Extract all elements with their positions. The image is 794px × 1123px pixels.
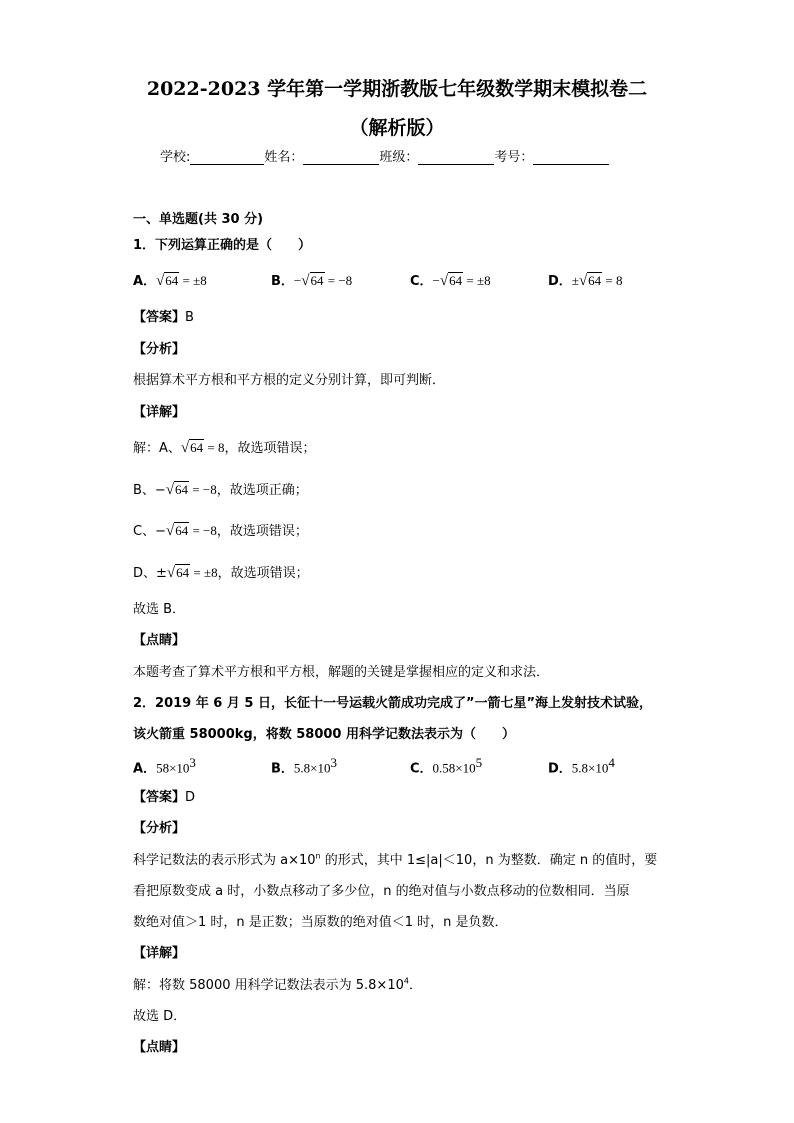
radical-d: √64 [578,273,602,289]
class-label: 班级： [379,150,419,165]
q1-conclusion: 故选 B． [133,602,186,617]
q2-detail: 解：将数 58000 用科学记数法表示为 $5.8\times 10^4$． [133,976,422,993]
school-field[interactable] [190,150,264,165]
q1-option-d: D．±√64 = 8 [548,273,623,289]
q1-detail-d: D、±√64 = ±8，故选项错误； [133,565,309,581]
q2-analysis-line3: 数绝对值＞1 时，n 是正数；当原数的绝对值＜1 时，n 是负数． [133,915,508,930]
name-field[interactable] [303,150,379,165]
q1-comment: 本题考查了算术平方根和平方根，解题的关键是掌握相应的定义和求法． [133,665,550,680]
q2-option-a: A．$58\times 10^3$ [133,755,196,777]
q2-stem-line1: 2．2019 年 6 月 5 日，长征十一号运载火箭成功完成了”一箭七星”海上发射技术试验， [133,696,653,711]
q2-analysis-tag: 【分析】 [133,821,186,836]
q2-option-b: B．$5.8\times 10^3$ [271,755,338,777]
q1-option-a: A．√64 = ±8 [133,273,207,289]
q2-answer: 【答案】D [133,790,196,805]
q2-option-c: C．$0.58\times 10^5$ [410,755,483,777]
radical-b: √64 [301,273,324,289]
student-info-row [160,146,609,165]
class-field[interactable] [418,150,494,165]
radical-c: √64 [439,273,463,289]
id-field[interactable] [533,150,609,165]
q1-option-b: B．−√64 = −8 [271,273,353,289]
q1-detail-a: 解：A、√64 = 8，故选项错误； [133,440,316,456]
name-label: 姓名： [264,150,304,165]
q2-detail-tag: 【详解】 [133,946,186,961]
q1-answer: 【答案】B [133,310,194,325]
q2-analysis-line2: 看把原数变成 a 时，小数点移动了多少位，n 的绝对值与小数点移动的位数相同．当原 [133,884,630,899]
q2-stem-line2: 该火箭重 58000kg，将数 58000 用科学记数法表示为（ ） [133,727,515,742]
q1-detail-tag: 【详解】 [133,405,186,420]
page-title: 2022-2023 学年第一学期浙教版七年级数学期末模拟卷二 [146,78,648,100]
q1-option-c: C．−√64 = ±8 [410,273,491,289]
q2-analysis-line1: 科学记数法的表示形式为 $a\times 10^n$ 的形式，其中 1≤|a|＜10，n 为整数．确定 n 的值时，要 [133,851,658,868]
q1-analysis-tag: 【分析】 [133,342,186,357]
radical-a: √64 [156,273,179,289]
q1-analysis: 根据算术平方根和平方根的定义分别计算，即可判断． [133,373,446,388]
q1-stem: 1．下列运算正确的是（ ） [133,238,312,253]
q2-conclusion: 故选 D． [133,1009,187,1024]
q1-detail-b: B、−√64 = −8，故选项正确； [133,482,308,498]
q1-detail-c: C、−√64 = −8，故选项错误； [133,523,308,539]
q2-comment-tag: 【点睛】 [133,1040,186,1055]
school-label: 学校: [160,150,191,165]
section-heading: 一、单选题(共 30 分) [133,212,264,227]
id-label: 考号： [494,150,534,165]
q2-option-d: D．$5.8\times 10^4$ [548,755,615,777]
page-subtitle: （解析版） [349,117,445,139]
q1-comment-tag: 【点睛】 [133,633,186,648]
